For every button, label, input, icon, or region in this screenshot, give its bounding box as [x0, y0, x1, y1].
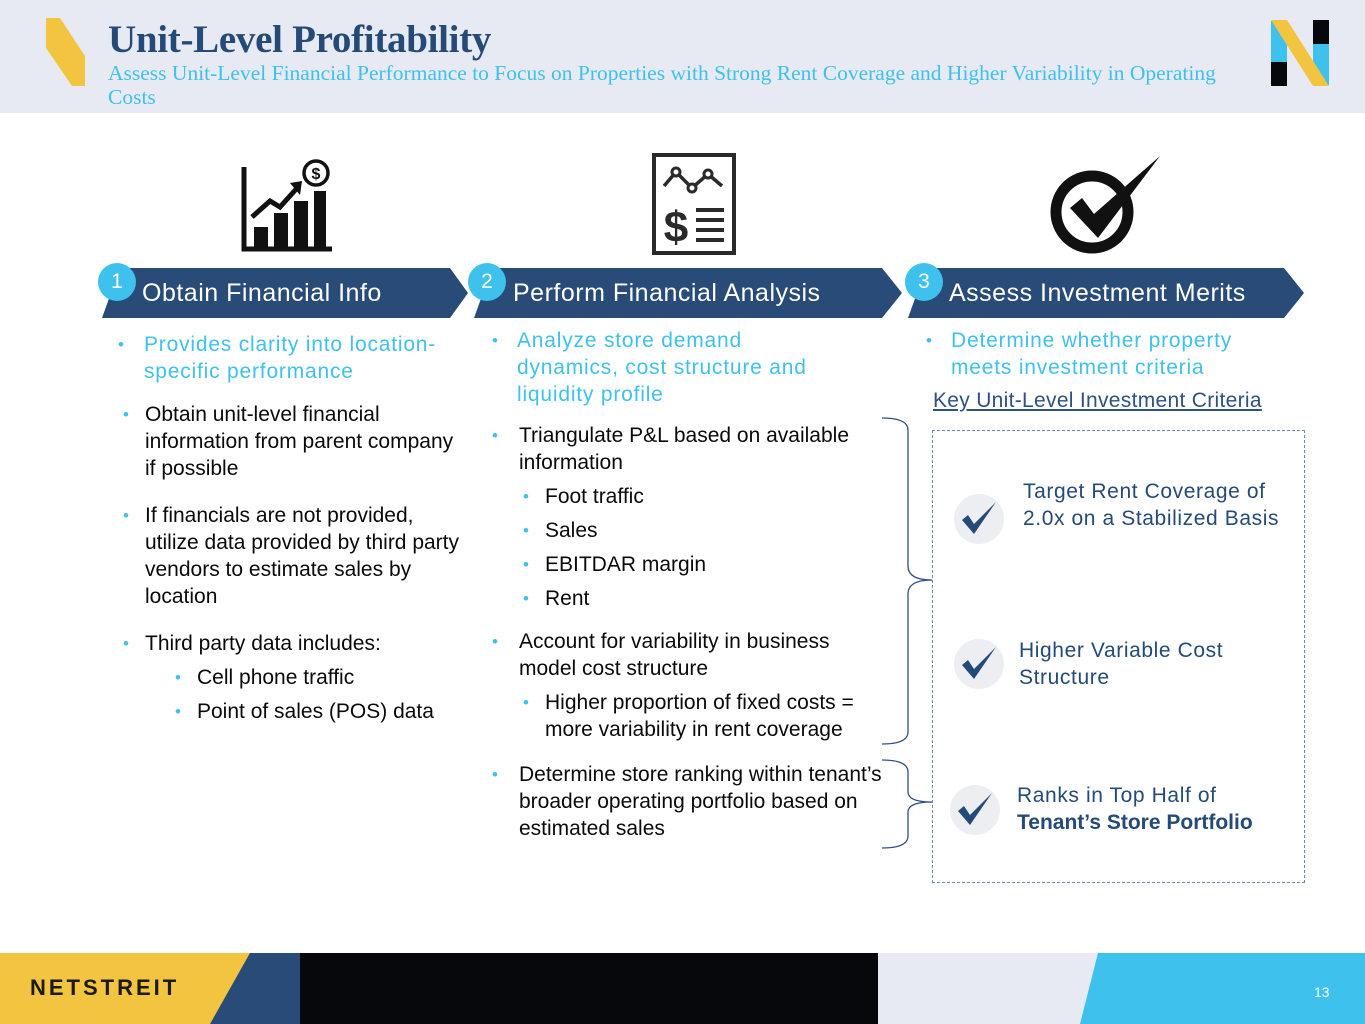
step-1-label: Obtain Financial Info: [142, 279, 382, 307]
sub-list-item: • Foot traffic: [519, 483, 888, 510]
page-subtitle: Assess Unit-Level Financial Performance to Focus on Properties with Strong Rent Coverage and Higher Variability in Operating Costs: [108, 61, 1216, 109]
criteria-item-text: Ranks in Top Half of: [1017, 784, 1217, 807]
criteria-title: Key Unit-Level Investment Criteria: [933, 389, 1262, 412]
logo-n-icon: [1268, 20, 1332, 86]
bracket-connector: [878, 416, 938, 852]
step-3-number: 3: [905, 263, 943, 301]
list-item: [119, 630, 464, 725]
step-2-content: [488, 327, 888, 842]
step-3-content: [922, 327, 1282, 381]
list-item: • Determine store ranking within tenant’s broader operating portfolio based on estimated sales: [488, 761, 888, 842]
sub-list-item: • EBITDAR margin: [519, 551, 888, 578]
step-3-banner: [908, 268, 1308, 318]
sub-list-item: • Cell phone traffic: [171, 664, 464, 691]
step-1-content: [114, 331, 464, 732]
list-item-text: Triangulate P&L based on available information: [519, 424, 850, 474]
sub-list-item: • Sales: [519, 517, 888, 544]
criteria-item: Target Rent Coverage of 2.0x on a Stabilized Basis: [1023, 480, 1280, 530]
list-item: • Provides clarity into location-specific performance: [114, 331, 464, 385]
list-item: [488, 628, 888, 743]
list-item: • If financials are not provided, utilize data provided by third party vendors to estimate sales by location: [119, 502, 464, 610]
checkmark-icon: [958, 791, 994, 829]
check-badge: [954, 494, 1004, 544]
footer-bar: [0, 953, 1365, 1024]
step-2-label: Perform Financial Analysis: [513, 279, 821, 307]
bar-chart-dollar-icon: [236, 155, 336, 255]
list-item: • Obtain unit-level financial information from parent company if possible: [119, 401, 464, 482]
footer-brand: NETSTREIT: [30, 975, 180, 1000]
list-item: [488, 422, 888, 612]
sub-list-item: • Higher proportion of fixed costs = more variability in rent coverage: [519, 689, 888, 743]
chevron-accent-icon: [44, 18, 86, 86]
step-1-number: 1: [98, 263, 136, 301]
list-item: • Determine whether property meets investment criteria: [922, 327, 1262, 381]
criteria-item-bold: Tenant’s Store Portfolio: [1017, 811, 1253, 834]
step-2-banner: [474, 268, 904, 318]
check-badge: [954, 639, 1004, 689]
check-badge: [950, 785, 1000, 835]
svg-text:$: $: [311, 166, 321, 183]
criteria-item: [1017, 782, 1297, 836]
step-3-label: Assess Investment Merits: [949, 279, 1246, 307]
list-item-text: Account for variability in business model cost structure: [519, 630, 830, 680]
step-2-number: 2: [468, 263, 506, 301]
sub-list-item: • Rent: [519, 585, 888, 612]
checkmark-icon: [962, 500, 998, 538]
financial-report-icon: [650, 152, 738, 256]
sub-list-item: • Point of sales (POS) data: [171, 698, 464, 725]
step-1-banner: [102, 268, 470, 318]
checkmark-icon: [1048, 154, 1162, 258]
page-title: Unit-Level Profitability: [108, 18, 492, 61]
list-item: • Analyze store demand dynamics, cost structure and liquidity profile: [488, 327, 848, 408]
checkmark-icon: [962, 645, 998, 683]
criteria-item: Higher Variable Cost Structure: [1019, 639, 1224, 689]
svg-text:$: $: [663, 203, 689, 252]
list-item-text: Third party data includes:: [145, 632, 381, 655]
page-number: 13: [1314, 984, 1330, 1000]
